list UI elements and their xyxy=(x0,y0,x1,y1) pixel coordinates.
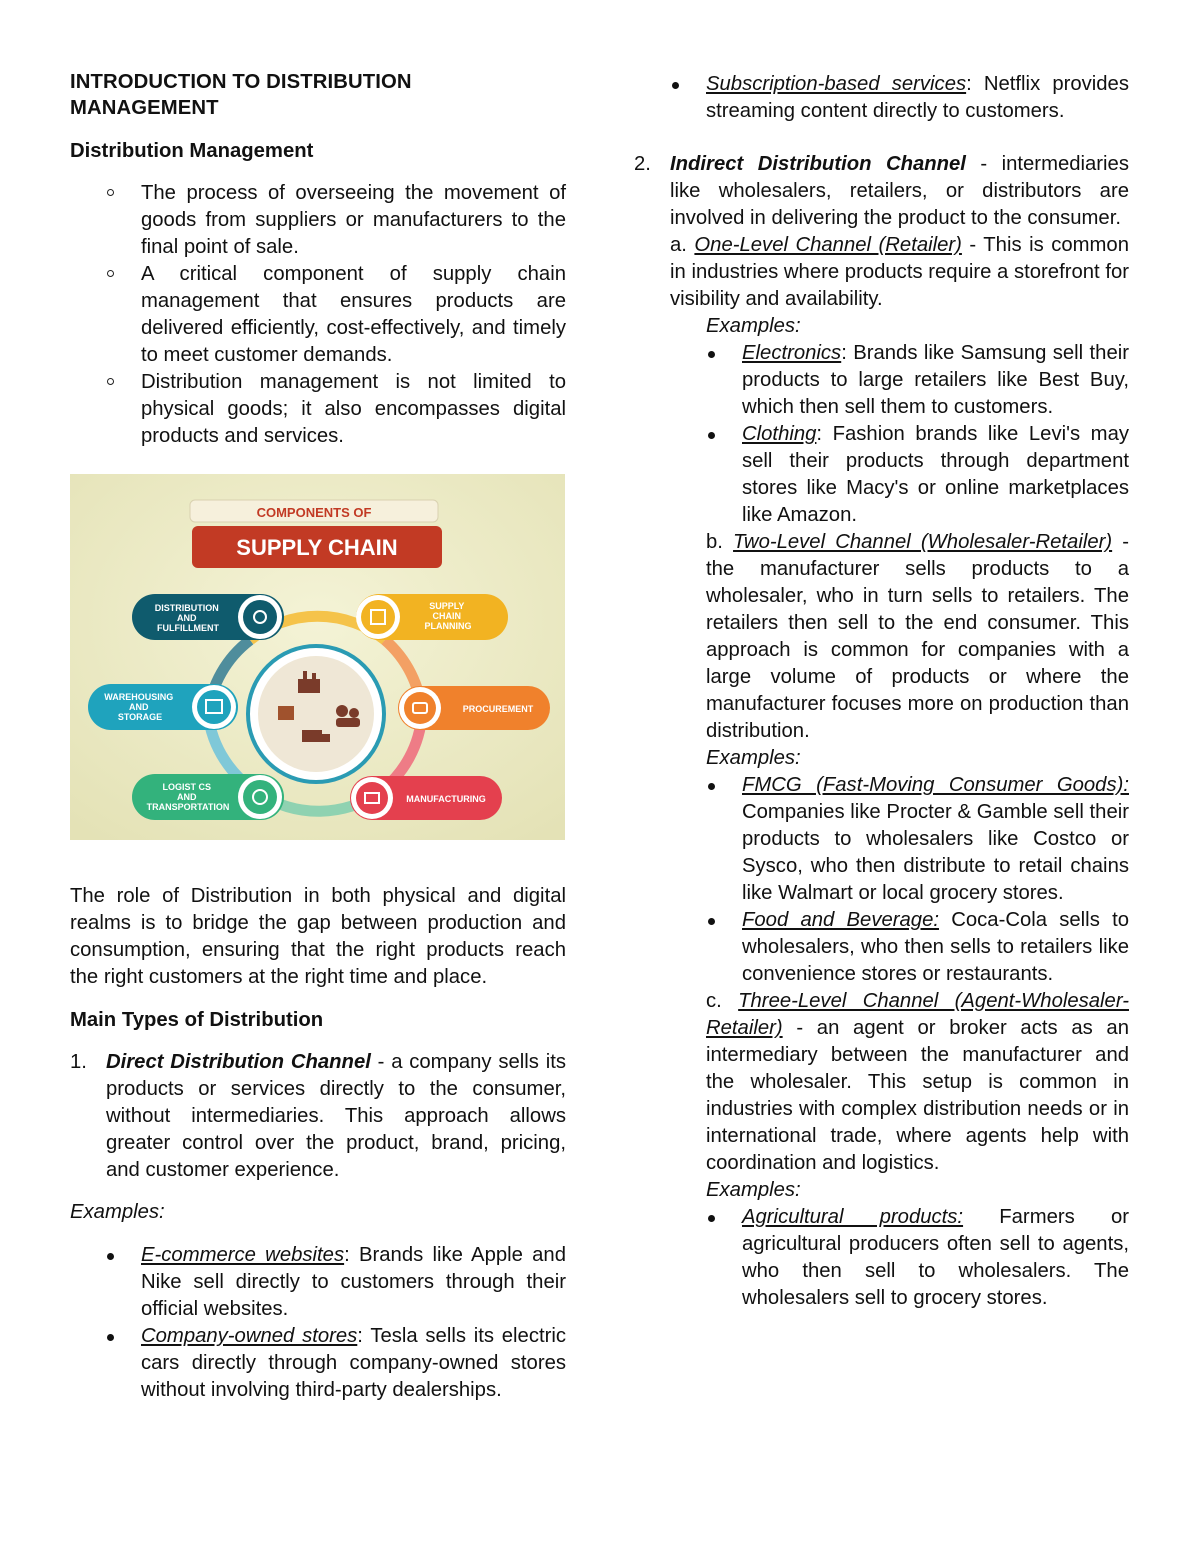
procurement-icon xyxy=(404,692,436,724)
bullet-icon xyxy=(708,783,715,790)
indirect-channel-title: Indirect Distribution Channel xyxy=(670,153,966,175)
three-level-channel: c. Three-Level Channel (Agent-Wholesaler-Retailer) - an agent or broker acts as an intermediary between the manufacturer and the wholesaler. This setup is common in industries with complex distribution needs or in international trade, where agents help with coordination and logistics. Examples: Agricultural products: Farmers or agricultural producers often sell to agents, who then sell to wholesalers. The wholesalers sell to grocery stores. xyxy=(670,988,1129,1312)
banner-big-text: SUPPLY CHAIN xyxy=(236,535,398,560)
list-item: Distribution management is not limited to physical goods; it also encompasses digital products and services. xyxy=(70,369,566,450)
list-number: 2. xyxy=(634,153,651,175)
component-warehousing-storage xyxy=(88,684,238,730)
indirect-channel-item: 2. Indirect Distribution Channel - intermediaries like wholesalers, retailers, or distributors are involved in delivering the product to the consumer. a. One-Level Channel (Retailer) - This is common in industries where products require a storefront for visibility and availability. Examples: Electronics: Brands like Samsung sell their products to large retailers like Best Buy, which then sell them to customers. Clothing: Fashion brands like Levi's may sell their products through department stores like Macy's or online marketplaces like Amazon. b. Two-Level Channel (Wholesaler-Retailer) - the manufacturer sells products to a wholesaler, who in turn sells to retailers. The retailers then sell to the end consumer. This approach is common for companies with a large volume of products or where the manufacturer focuses more on production than distribution. Examples: FMCG (Fast-Moving Consumer Goods): Companies like Procter & Gamble sell their products to wholesalers like Costco or Sysco, who then distribute to retail chains like Walmart or local grocery stores. Food and Beverage: Coca-Cola sells to wholesalers, who then sells to retailers like convenience stores or restaurants. c. Three-Level Channel (Agent-Wholesaler-Retailer) - an agent or broker acts as an intermediary between the manufacturer and the wholesaler. This setup is common in industries with complex distribution needs or in international trade, where agents help with coordination and logistics. Examples: Agricultural products: Farmers or agricultural producers often sell to agents, who then sell to wholesalers. The wholesalers sell to grocery stores. xyxy=(634,151,1129,1312)
list-item: FMCG (Fast-Moving Consumer Goods): Companies like Procter & Gamble sell their products to wholesalers like Costco or Sysco, who then distribute to retail chains like Walmart or local grocery stores. xyxy=(672,772,1129,907)
svg-text:WAREHOUSING AND: WAREHOUSING AND STORAGE xyxy=(104,692,174,722)
list-item: Food and Beverage: Coca-Cola sells to wholesalers, who then sells to retailers like convenience stores or restaurants. xyxy=(672,907,1129,988)
distribution-icon xyxy=(243,600,277,634)
manufacturing-icon xyxy=(356,782,388,814)
definition-list xyxy=(70,180,566,450)
direct-examples-list-continued xyxy=(634,71,1129,125)
list-item: A critical component of supply chain management that ensures products are delivered efficiently, cost-effectively, and timely to meet customer demands. xyxy=(70,261,566,369)
bullet-icon xyxy=(107,1334,114,1341)
people-icon xyxy=(336,705,348,717)
bullet-icon xyxy=(107,1253,114,1260)
svg-text:SUPPLY CHAIN P: SUPPLY CHAIN PLANNING xyxy=(424,601,472,631)
role-paragraph: The role of Distribution in both physical and digital realms is to bridge the gap between production and consumption, ensuring that the right products reach the right customers at the right time and place. xyxy=(70,885,566,988)
examples-label: Examples: xyxy=(706,747,801,769)
bullet-icon xyxy=(672,82,679,89)
hollow-bullet-icon xyxy=(107,189,114,196)
document-title: INTRODUCTION TO DISTRIBUTION MANAGEMENT xyxy=(70,71,412,119)
bullet-icon xyxy=(708,351,715,358)
list-item: The process of overseeing the movement of goods from suppliers or manufacturers to the final point of sale. xyxy=(70,180,566,261)
list-item: E-commerce websites: Brands like Apple and Nike sell directly to customers through their official websites. xyxy=(70,1242,566,1323)
direct-channel-item: 1. Direct Distribution Channel - a company sells its products or services directly to the consumer, without intermediaries. This approach allows greater control over the product, brand, pricing, and customer experience. xyxy=(70,1051,566,1181)
component-manufacturing xyxy=(350,776,502,820)
list-number: 1. xyxy=(70,1051,87,1073)
list-item: Clothing: Fashion brands like Levi's may sell their products through department stores like Macy's or online marketplaces like Amazon. xyxy=(672,421,1129,529)
component-logistics-transportation xyxy=(132,774,284,820)
supply-chain-infographic xyxy=(70,474,565,840)
component-supply-chain-planning xyxy=(356,594,508,640)
svg-text:LOGIST CS AND: LOGIST CS AND TRANSPORTATION xyxy=(146,782,230,812)
banner-small-text: COMPONENTS OF xyxy=(256,505,372,520)
section-heading-distribution-management: Distribution Management xyxy=(70,140,314,162)
svg-text:DISTRIBUTION AND: DISTRIBUTION AND FULFILLMENT xyxy=(154,603,219,633)
svg-text:PROCUREMENT: PROCUREMENT xyxy=(462,704,534,714)
planning-icon xyxy=(361,600,395,634)
hollow-bullet-icon xyxy=(107,378,114,385)
svg-text:MANUFACTURING: MANUFACTURING xyxy=(406,794,486,804)
right-column xyxy=(634,71,1129,1312)
bullet-icon xyxy=(708,432,715,439)
two-level-channel: b. Two-Level Channel (Wholesaler-Retailer) - the manufacturer sells products to a wholesaler, who in turn sells to retailers. The retailers then sell to the end consumer. This approach is common for companies with a large volume of products or where the manufacturer focuses more on production than distribution. Examples: FMCG (Fast-Moving Consumer Goods): Companies like Procter & Gamble sell their products to wholesalers like Costco or Sysco, who then distribute to retail chains like Walmart or local grocery stores. Food and Beverage: Coca-Cola sells to wholesalers, who then sells to retailers like convenience stores or restaurants. xyxy=(670,529,1129,988)
list-item: Electronics: Brands like Samsung sell their products to large retailers like Best Buy, which then sell them to customers. xyxy=(672,340,1129,421)
warehouse-icon xyxy=(197,690,231,724)
box-icon xyxy=(278,706,294,720)
component-distribution-fulfillment xyxy=(132,594,284,640)
bullet-icon xyxy=(708,1215,715,1222)
list-item: Agricultural products: Farmers or agricultural producers often sell to agents, who then sell to wholesalers. The wholesalers sell to grocery stores. xyxy=(672,1204,1129,1312)
examples-label: Examples: xyxy=(70,1201,165,1223)
one-level-examples xyxy=(670,313,1129,529)
list-item: Company-owned stores: Tesla sells its electric cars directly through company-owned stores without involving third-party dealerships. xyxy=(70,1323,566,1404)
logistics-icon xyxy=(243,780,277,814)
hollow-bullet-icon xyxy=(107,270,114,277)
one-level-channel: a. One-Level Channel (Retailer) - This is common in industries where products require a storefront for visibility and availability. xyxy=(670,234,1129,310)
section-heading-main-types: Main Types of Distribution xyxy=(70,1009,324,1031)
examples-label: Examples: xyxy=(706,1179,801,1201)
truck-icon xyxy=(302,730,322,742)
factory-icon xyxy=(298,679,320,693)
main-types-section xyxy=(70,1007,566,1404)
list-item: Subscription-based services: Netflix provides streaming content directly to customers. xyxy=(634,71,1129,125)
direct-channel-title: Direct Distribution Channel xyxy=(106,1051,371,1073)
bullet-icon xyxy=(708,918,715,925)
examples-label: Examples: xyxy=(706,315,801,337)
direct-examples-list xyxy=(70,1242,566,1404)
component-procurement xyxy=(398,686,550,730)
